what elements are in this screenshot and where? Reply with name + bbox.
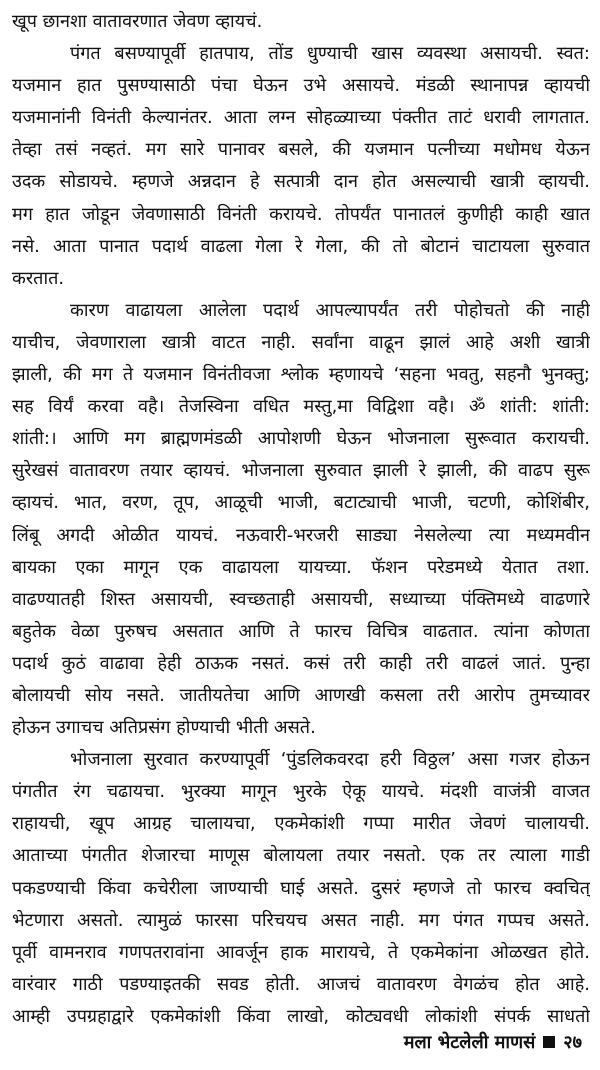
text-line: पकडण्याची किंवा कचेरीला जाण्याची घाई असते. दुसरं म्हणजे तो फारच क्वचित्: [12, 877, 590, 899]
square-bullet-icon: [543, 1036, 555, 1048]
text-line: पंगतीत रंग चढायचा. भुरक्या मागून भुरके ऐकू यायचे. मंदशी वाजंत्री वाजत: [12, 781, 590, 803]
page-number: २७: [563, 1032, 582, 1053]
text-line: बायका एका मागून एक वाढायला यायच्या. फॅशन परेडमध्ये येतात तशा.: [12, 556, 590, 578]
text-line: वारंवार गाठी पडण्याइतकी सवड होती. आजचं वातावरण वेगळंच होत आहे.: [12, 973, 590, 995]
text-line: सुरेखसं वातावरण तयार व्हायचं. भोजनाला सुरुवात झाली रे झाली, की वाढप सुरू: [12, 460, 590, 482]
text-line: उदक सोडायचे. म्हणजे अन्नदान हे सत्पात्री दान होत असल्याची खात्री व्हायची.: [12, 171, 590, 193]
text-line: यजमानांनी विनंती केल्यानंतर. आता लग्न सोहळ्याच्या पंक्तीत ताटं धरावी लागतात.: [12, 107, 590, 129]
text-line: सह विर्यं करवा वहै। तेजस्विना वधित मस्तु,मा विद्विशा वहै। ॐ शांती: शांती:: [12, 396, 590, 418]
text-line: आम्ही उपग्रहाद्वारे एकमेकांशी किंवा लाखो, कोट्यवधी लोकांशी संपर्क साधतो: [12, 1005, 590, 1027]
text-line: करतात.: [12, 267, 65, 289]
text-line: भोजनाला सुरवात करण्यापूर्वी ‘पुंडलिकवरदा हरी विठ्ठल’ असा गजर होऊन: [70, 749, 590, 771]
text-line: पूर्वी वामनराव गणपतरावांना आवर्जून हाक मारायचे, ते एकमेकांना ओळखत होते.: [12, 941, 590, 963]
text-line: मग हात जोडून जेवणासाठी विनंती करायचे. तोपर्यंत पानातलं कुणीही काही खात: [12, 203, 590, 225]
text-line: व्हायचं. भात, वरण, तूप, आळूची भाजी, बटाट्याची भाजी, चटणी, कोशिंबीर,: [12, 492, 590, 514]
text-line: राहायची, खूप आग्रह चालायचा, एकमेकांशी गप्पा मारीत जेवणं चालायची.: [12, 813, 590, 835]
text-line: होऊन उगाचच अतिप्रसंग होण्याची भीती असते.: [12, 717, 316, 739]
text-line: नसे. आता पानात पदार्थ वाढला गेला रे गेला, की तो बोटानं चाटायला सुरुवात: [12, 235, 590, 257]
text-line: लिंबू अगदी ओळीत यायचं. नऊवारी-भरजरी साड्या नेसलेल्या त्या मध्यमवीन: [12, 524, 590, 546]
text-line: बहुतेक वेळा पुरुषच असतात आणि ते फारच विचित्र वाढतात. त्यांना कोणता: [12, 620, 590, 642]
text-line: पंगत बसण्यापूर्वी हातपाय, तोंड धुण्याची खास व्यवस्था असायची. स्वत:: [70, 43, 590, 65]
text-line: बोलायची सोय नसते. जातीयतेचा आणि आणखी कसला तरी आरोप तुमच्यावर: [12, 684, 590, 706]
text-line: कारण वाढायला आलेला पदार्थ आपल्यापर्यंत तरी पोहोचतो की नाही: [70, 299, 590, 321]
text-line: आताच्या पंगतीत शेजारचा माणूस बोलायला तयार नसतो. एक तर त्याला गाडी: [12, 845, 590, 867]
text-line: पदार्थ कुठं वाढावा हेही ठाऊक नसतं. कसं तरी काही तरी वाढलं जातं. पुन्हा: [12, 652, 590, 674]
page-footer: [404, 1030, 582, 1054]
text-line: याचीच, जेवणाराला खात्री वाटत नाही. सर्वांना वाढून झालं आहे अशी खात्री: [12, 331, 590, 353]
running-title: मला भेटलेली माणसं: [403, 1032, 536, 1053]
body-text: [12, 6, 590, 1033]
text-line: शांती:। आणि मग ब्राह्मणमंडळी आपोशणी घेऊन भोजनाला सुरूवात करायची.: [12, 428, 590, 450]
text-line: वाढण्यातही शिस्त असायची, स्वच्छताही असायची, सध्याच्या पंक्तिमध्ये वाढणारे: [12, 588, 590, 610]
text-line: खूप छानशा वातावरणात जेवण व्हायचं.: [12, 11, 263, 32]
text-line: झाली, की मग ते यजमान विनंतीवजा श्लोक म्हणायचे ‘सहना भवतु, सहनौ भुनक्तु;: [12, 364, 590, 386]
text-line: भेटणारा असतो. त्यामुळं फारसा परिचयच असत नाही. मग पंगत गप्पच असते.: [12, 909, 590, 931]
text-line: तेव्हा तसं नव्हतं. मग सारे पानावर बसले, की यजमान पत्नीच्या मधोमध येऊन: [12, 139, 590, 161]
text-line: यजमान हात पुसण्यासाठी पंचा घेऊन उभे असायचे. मंडळी स्थानापन्न व्हायची: [12, 75, 590, 97]
